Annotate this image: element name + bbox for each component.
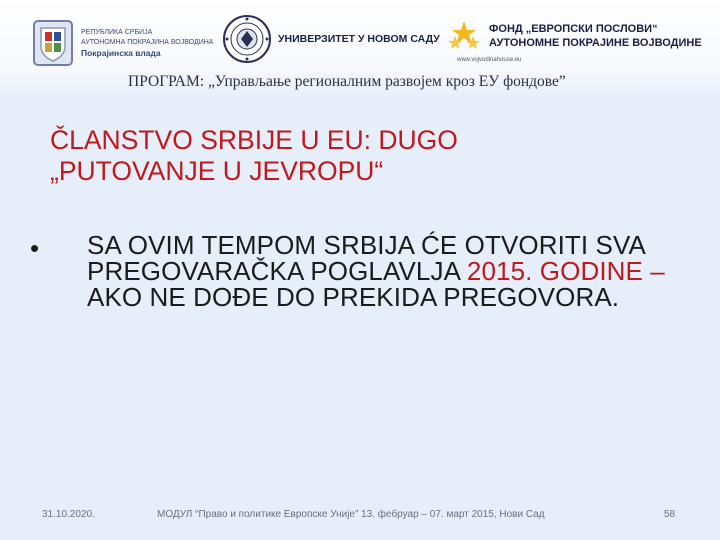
- government-logo: [33, 20, 213, 66]
- gov-line-3: Покрајинска влада: [81, 48, 161, 58]
- bullet-text: [87, 232, 690, 310]
- bullet-icon: •: [30, 233, 40, 263]
- footer-date: 31.10.2020.: [42, 509, 95, 520]
- fund-text: [489, 22, 702, 50]
- fund-url: www.vojvodinahouse.eu: [457, 57, 522, 63]
- footer-page-number: 58: [664, 509, 676, 520]
- fund-logo: [447, 20, 702, 52]
- footer-center-text: МОДУЛ “Право и политике Европске Уније” 13. фебруар – 07. март 2015, Нови Сад: [157, 509, 545, 520]
- gov-line-1: РЕПУБЛИКА СРБИЈА: [81, 29, 153, 36]
- header-banner: [0, 0, 720, 100]
- bullet-part-2: 2015. GODINE: [466, 256, 643, 286]
- gov-line-2: АУТОНОМНА ПОКРАЈИНА ВОЈВОДИНА: [81, 39, 214, 46]
- title-line-2: „PUTOVANJE U JEVROPU“: [50, 156, 384, 186]
- university-name: УНИВЕРЗИТЕТ У НОВОМ САДУ: [278, 33, 440, 45]
- stars-icon: [447, 20, 481, 52]
- program-subtitle: ПРОГРАМ: „Управљање регионалним развојем кроз ЕУ фондове”: [128, 73, 566, 90]
- fund-line-2: АУТОНОМНЕ ПОКРАЈИНЕ ВОЈВОДИНЕ: [489, 37, 702, 49]
- bullet-part-3: –: [642, 256, 665, 286]
- coat-of-arms-icon: [33, 20, 73, 66]
- government-text: [81, 28, 213, 58]
- fund-line-1: ФОНД „ЕВРОПСКИ ПОСЛОВИ“: [489, 23, 658, 35]
- slide-title: [50, 125, 610, 187]
- bullet-part-1: SA OVIM TEMPOM SRBIJA ĆE OTVORITI SVA PREGOVARAČKA POGLAVLJA: [87, 230, 645, 286]
- bullet-item: [30, 232, 690, 310]
- bullet-part-4: AKO NE DOĐE DO PREKIDA PREGOVORA.: [87, 282, 620, 312]
- university-seal-icon: [222, 14, 272, 64]
- university-logo: [222, 14, 440, 64]
- title-line-1: ČLANSTVO SRBIJE U EU: DUGO: [50, 125, 458, 155]
